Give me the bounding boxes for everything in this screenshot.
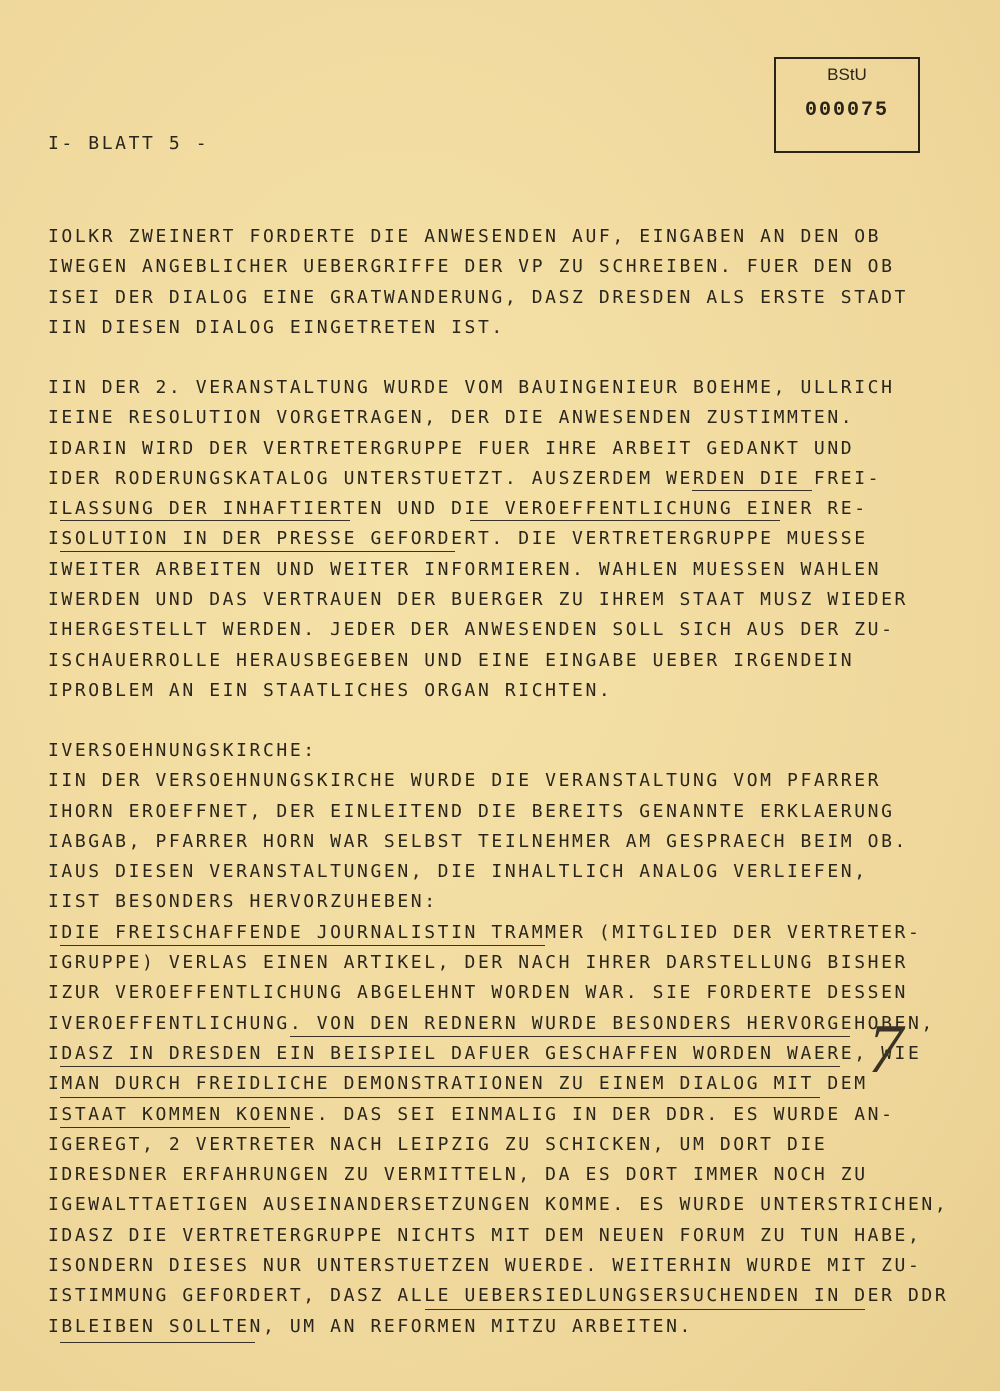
text-line: IDASZ DIE VERTRETERGRUPPE NICHTS MIT DEM NEUEN FORUM ZU TUN HABE, xyxy=(48,1224,922,1246)
text-line: IDASZ IN DRESDEN EIN BEISPIEL DAFUER GESCHAFFEN WORDEN WAERE, WIE xyxy=(48,1042,922,1064)
paragraph-resolution xyxy=(48,373,908,706)
text-line: IBLEIBEN SOLLTEN, UM AN REFORMEN MITZU ARBEITEN. xyxy=(48,1315,693,1337)
sheet-header: I- BLATT 5 - xyxy=(48,133,210,154)
text-line: IPROBLEM AN EIN STAATLICHES ORGAN RICHTEN. xyxy=(48,679,613,701)
underline-mark xyxy=(60,1127,290,1128)
margin-handwritten-mark: 7 xyxy=(868,1011,903,1088)
text-line: IABGAB, PFARRER HORN WAR SELBST TEILNEHMER AM GESPRAECH BEIM OB. xyxy=(48,830,908,852)
text-line: IDER RODERUNGSKATALOG UNTERSTUETZT. AUSZERDEM WERDEN DIE FREI- xyxy=(48,467,882,489)
underline-mark xyxy=(425,1309,865,1310)
text-line: IIN DIESEN DIALOG EINGETRETEN IST. xyxy=(48,316,505,338)
text-line: IIN DER VERSOEHNUNGSKIRCHE WURDE DIE VERANSTALTUNG VOM PFARRER xyxy=(48,770,882,792)
text-line: ILASSUNG DER INHAFTIERTEN UND DIE VEROEFFENTLICHUNG EINER RE- xyxy=(48,498,868,520)
text-line: IVEROEFFENTLICHUNG. VON DEN REDNERN WURDE BESONDERS HERVORGEHOBEN, xyxy=(48,1012,935,1034)
stamp-org: BStU xyxy=(827,65,867,84)
underline-mark xyxy=(60,1066,840,1067)
text-line: IGEREGT, 2 VERTRETER NACH LEIPZIG ZU SCHICKEN, UM DORT DIE xyxy=(48,1133,828,1155)
archive-stamp xyxy=(774,57,920,153)
text-line: IHORN EROEFFNET, DER EINLEITEND DIE BEREITS GENANNTE ERKLAERUNG xyxy=(48,800,895,822)
text-line: ISEI DER DIALOG EINE GRATWANDERUNG, DASZ DRESDEN ALS ERSTE STADT xyxy=(48,286,908,308)
text-line: IDARIN WIRD DER VERTRETERGRUPPE FUER IHRE ARBEIT GEDANKT UND xyxy=(48,437,855,459)
text-line: IDRESDNER ERFAHRUNGEN ZU VERMITTELN, DA ES DORT IMMER NOCH ZU xyxy=(48,1164,868,1186)
underline-mark xyxy=(60,945,545,946)
underline-mark xyxy=(692,490,812,491)
underline-mark xyxy=(60,1097,820,1098)
text-line: IWERDEN UND DAS VERTRAUEN DER BUERGER ZU IHREM STAAT MUSZ WIEDER xyxy=(48,589,908,611)
text-line: IMAN DURCH FREIDLICHE DEMONSTRATIONEN ZU EINEM DIALOG MIT DEM xyxy=(48,1073,868,1095)
underline-mark xyxy=(60,1342,255,1343)
text-line: IGRUPPE) VERLAS EINEN ARTIKEL, DER NACH IHRER DARSTELLUNG BISHER xyxy=(48,952,908,974)
text-line: IEINE RESOLUTION VORGETRAGEN, DER DIE ANWESENDEN ZUSTIMMTEN. xyxy=(48,407,855,429)
paragraph-versoehnungskirche xyxy=(48,736,948,1342)
underline-mark xyxy=(290,1036,850,1037)
text-line: IDIE FREISCHAFFENDE JOURNALISTIN TRAMMER (MITGLIED DER VERTRETER- xyxy=(48,921,922,943)
paragraph-olkr-zweinert xyxy=(48,222,908,343)
stamp-number: 000075 xyxy=(804,99,889,122)
underline-mark xyxy=(60,520,350,521)
text-line: IZUR VEROEFFENTLICHUNG ABGELEHNT WORDEN WAR. SIE FORDERTE DESSEN xyxy=(48,982,908,1004)
text-line: ISOLUTION IN DER PRESSE GEFORDERT. DIE VERTRETERGRUPPE MUESSE xyxy=(48,528,868,550)
text-line: IIST BESONDERS HERVORZUHEBEN: xyxy=(48,891,438,913)
underline-mark xyxy=(60,551,455,552)
text-line: IIN DER 2. VERANSTALTUNG WURDE VOM BAUINGENIEUR BOEHME, ULLRICH xyxy=(48,377,895,398)
text-line: IAUS DIESEN VERANSTALTUNGEN, DIE INHALTLICH ANALOG VERLIEFEN, xyxy=(48,861,868,883)
text-line: IOLKR ZWEINERT FORDERTE DIE ANWESENDEN AUF, EINGABEN AN DEN OB xyxy=(48,226,882,247)
text-line: IGEWALTTAETIGEN AUSEINANDERSETZUNGEN KOMME. ES WURDE UNTERSTRICHEN, xyxy=(48,1194,949,1216)
text-line: IWEITER ARBEITEN UND WEITER INFORMIEREN. WAHLEN MUESSEN WAHLEN xyxy=(48,558,882,580)
text-line: IWEGEN ANGEBLICHER UEBERGRIFFE DER VP ZU SCHREIBEN. FUER DEN OB xyxy=(48,256,895,278)
text-line: ISCHAUERROLLE HERAUSBEGEBEN UND EINE EINGABE UEBER IRGENDEIN xyxy=(48,649,855,671)
text-line: ISONDERN DIESES NUR UNTERSTUETZEN WUERDE. WEITERHIN WURDE MIT ZU- xyxy=(48,1255,922,1277)
text-line: ISTIMMUNG GEFORDERT, DASZ ALLE UEBERSIEDLUNGSERSUCHENDEN IN DER DDR xyxy=(48,1285,949,1307)
text-line: IHERGESTELLT WERDEN. JEDER DER ANWESENDEN SOLL SICH AUS DER ZU- xyxy=(48,619,895,641)
text-line: ISTAAT KOMMEN KOENNE. DAS SEI EINMALIG IN DER DDR. ES WURDE AN- xyxy=(48,1103,895,1125)
underline-mark xyxy=(470,520,780,521)
text-line: IVERSOEHNUNGSKIRCHE: xyxy=(48,740,317,761)
